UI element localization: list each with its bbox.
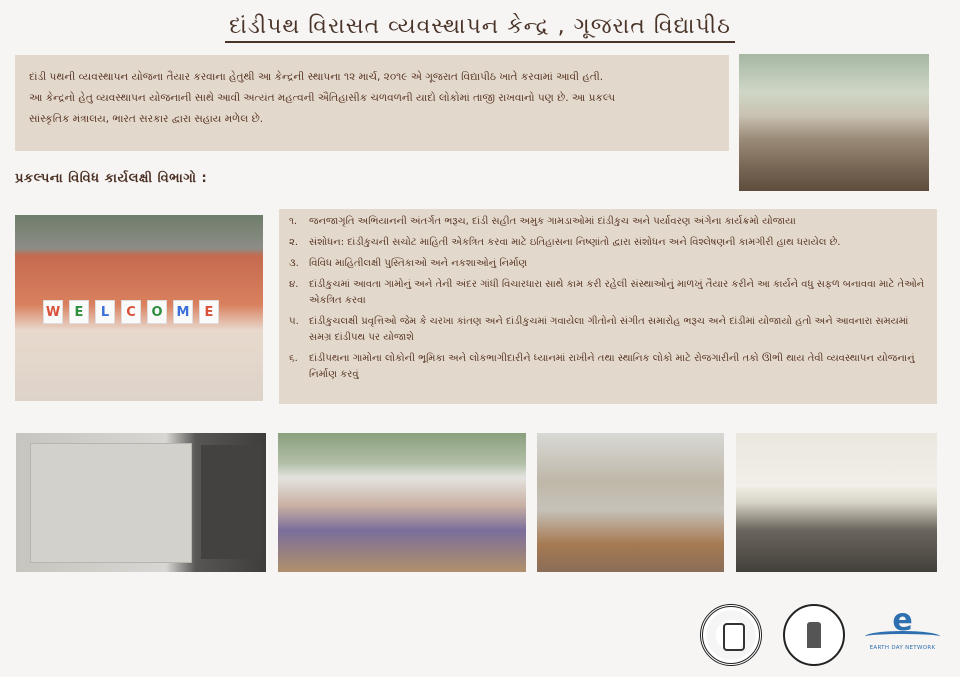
welcome-letter: M <box>173 300 193 324</box>
meeting-photo <box>537 433 724 572</box>
intro-line-1: દાંડી પથની વ્યવસ્થાપન યોજના તૈયાર કરવાના હેતુથી આ કેન્દ્રની સ્થાપના ૧૨ માર્ચ, ૨૦૧૯ એ ગૂજરાત વિદ્યાપીઠ ખાતે કરવામાં આવી હતી. <box>29 71 604 83</box>
plaque-photo <box>16 433 266 572</box>
list-item: ૬. દાંડીપથના ગામોના લોકોની ભૂમિકા અને લોકભાગીદારીને ધ્યાનમાં રાખીને તથા સ્થાનિક લોકો માટે રોજગારીની તકો ઊભી થાય તેવી વ્યવસ્થાપન યોજનાનું નિર્માણ કરવું <box>289 353 915 380</box>
welcome-letters <box>43 300 219 324</box>
welcome-letter: E <box>69 300 89 324</box>
intro-line-2: આ કેન્દ્રનો હેતુ વ્યવસ્થાપન યોજનાની સાથે આવી અત્યંત મહત્વની ઐતિહાસીક ચળવળની યાદો લોકોમાં તાજી રાખવાનો પણ છે. આ પ્રકલ્પ <box>29 92 616 104</box>
list-item: ૫. દાંડીકુચલક્ષી પ્રવૃત્તિઓ જેમ કે ચરખા કાંતણ અને દાંડીકુચમાં ગવાયેલા ગીતોનો સંગીત સમારોહ ભરૂચ અને દાંડીમાં યોજાયો હતો અને આવનારા સમયમાં સમગ્ર દાંડીપથ પર યોજાશે <box>289 316 909 343</box>
welcome-letter: O <box>147 300 167 324</box>
welcome-letter: E <box>199 300 219 324</box>
list-item: ૩. વિવિધ માહિતીલક્ષી પુસ્તિકાઓ અને નકશાઓનું નિર્માણ <box>289 258 528 269</box>
vidyapith-logo <box>700 604 762 666</box>
welcome-photo <box>15 215 263 401</box>
list-item: ૧. જનજાગૃતિ અભિયાનની અંતર્ગત ભરૂચ, દાંડી સહીત અમુક ગામડાઓમાં દાંડીકુચ અને પર્યાવરણ અંગેના કાર્યક્રમો યોજાયા <box>289 216 796 227</box>
welcome-letter: L <box>95 300 115 324</box>
inscription-board <box>201 445 261 559</box>
welcome-letter: W <box>43 300 63 324</box>
event-photo <box>736 433 937 572</box>
earth-day-network-logo: e EARTH DAY NETWORK <box>865 605 940 665</box>
intro-panel <box>15 55 729 151</box>
earth-day-text: EARTH DAY NETWORK <box>869 645 936 651</box>
activities-list <box>279 209 937 404</box>
charkha-photo <box>278 433 526 572</box>
list-item: ૪. દાંડીકુચમાં આવતા ગામોનું અને તેની અંદર ગાંધી વિચારધારા સાથે કામ કરી રહેલી સંસ્થાઓનું માળખું તૈયાર કરીને આ કાર્યને વધુ સફળ બનાવવા માટે તેઓને એકત્રિત કરવા <box>289 279 925 306</box>
ministry-of-culture-logo <box>783 604 845 666</box>
intro-line-3: સાંસ્કૃતિક મંત્રાલય, ભારત સરકાર દ્વારા સહાય મળેલ છે. <box>29 113 264 125</box>
welcome-letter: C <box>121 300 141 324</box>
list-item: ૨. સંશોધન: દાંડીકુચની સચોટ માહિતી એકત્રિત કરવા માટે ઇતિહાસના નિષ્ણાંતો દ્વારા સંશોધન અને વિશ્લેષણની કામગીરી હાથ ધરાયેલ છે. <box>289 237 841 248</box>
section-heading: પ્રકલ્પના વિવિધ કાર્યલક્ષી વિભાગો : <box>15 171 208 186</box>
group-photo <box>739 54 929 191</box>
page-title: દાંડીપથ વિરાસત વ્યવસ્થાપન કેન્દ્ર , ગૂજરાત વિદ્યાપીઠ <box>0 14 960 39</box>
plaque-board <box>30 443 192 563</box>
